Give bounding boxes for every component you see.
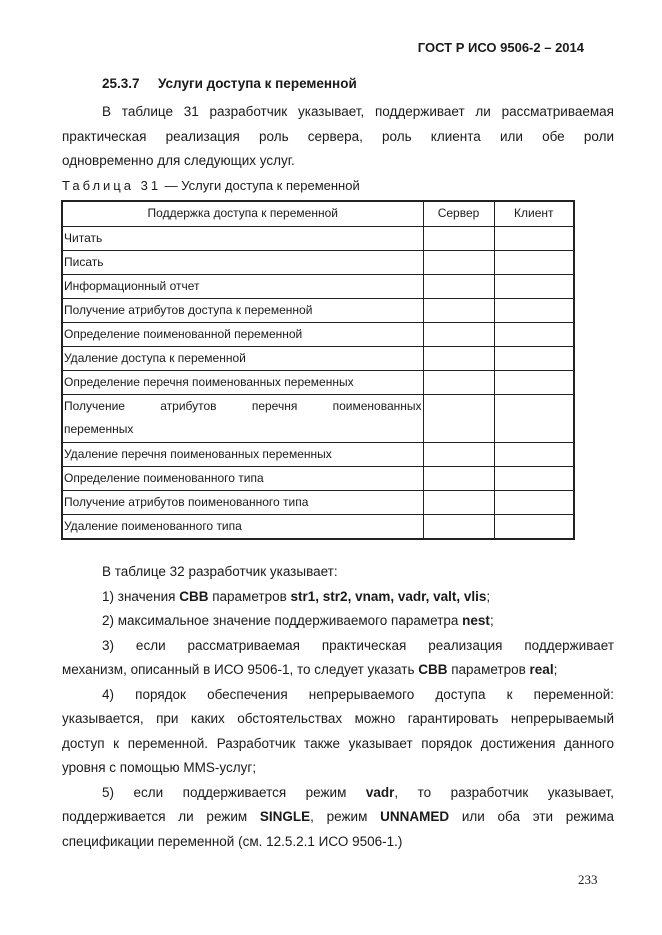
section-heading (102, 76, 357, 91)
service-name: Удаление перечня поименованных переменных (62, 443, 423, 467)
server-cell (423, 467, 494, 491)
table-header-row (62, 201, 574, 227)
header-server: Сервер (423, 201, 494, 227)
table-caption-label: Таблица 31 (62, 178, 162, 193)
server-cell (423, 443, 494, 467)
client-cell (494, 347, 574, 371)
header-service: Поддержка доступа к переменной (62, 201, 423, 227)
list-intro: В таблице 32 разработчик указывает: (102, 564, 338, 579)
list-item: 2) максимальное значение поддерживаемого параметра nest; (102, 613, 494, 628)
intro-line: практическая реализация роль сервера, роль клиента или обе роли (62, 128, 614, 144)
table-row (62, 299, 574, 323)
server-cell (423, 227, 494, 251)
service-name: Получение атрибутов поименованного типа (62, 491, 423, 515)
intro-paragraph (62, 100, 614, 174)
table-caption (62, 178, 360, 193)
document-header: ГОСТ Р ИСО 9506-2 – 2014 (417, 40, 584, 55)
table-caption-title: Услуги доступа к переменной (181, 178, 360, 193)
table-row (62, 323, 574, 347)
server-cell (423, 347, 494, 371)
services-table (61, 200, 575, 540)
list-item: 3) если рассматриваемая практическая реализация поддерживает механизм, описанный в ИСО 9506-1, то следует указать CBB параметров real; (62, 637, 614, 677)
client-cell (494, 227, 574, 251)
client-cell (494, 491, 574, 515)
list-item: 1) значения CBB параметров str1, str2, vnam, vadr, valt, vlis; (102, 588, 491, 604)
service-name: Писать (62, 251, 423, 275)
table32-description (62, 560, 614, 854)
service-name: Определение поименованного типа (62, 467, 423, 491)
server-cell (423, 251, 494, 275)
client-cell (494, 395, 574, 443)
server-cell (423, 395, 494, 443)
service-name: Получение атрибутов доступа к переменной (62, 299, 423, 323)
server-cell (423, 371, 494, 395)
table-row (62, 467, 574, 491)
service-name: Получение атрибутов перечня поименованных переменных (62, 395, 423, 443)
section-title: Услуги доступа к переменной (158, 76, 357, 91)
service-name: Читать (62, 227, 423, 251)
table-row (62, 347, 574, 371)
service-name: Определение перечня поименованных переменных (62, 371, 423, 395)
table-row (62, 443, 574, 467)
service-name: Информационный отчет (62, 275, 423, 299)
client-cell (494, 275, 574, 299)
client-cell (494, 371, 574, 395)
server-cell (423, 491, 494, 515)
service-name: Определение поименованной переменной (62, 323, 423, 347)
list-item: 5) если поддерживается режим vadr, то разработчик указывает, поддерживается ли режим SINGLE, режим UNNAMED или оба эти режима спецификации переменной (см. 12.5.2.1 ИСО 9506-1.) (62, 784, 614, 849)
page-number: 233 (578, 872, 598, 887)
header-client: Клиент (494, 201, 574, 227)
service-name: Удаление поименованного типа (62, 515, 423, 540)
table-row (62, 491, 574, 515)
table-row (62, 515, 574, 540)
service-name: Удаление доступа к переменной (62, 347, 423, 371)
client-cell (494, 443, 574, 467)
server-cell (423, 299, 494, 323)
server-cell (423, 515, 494, 540)
section-number: 25.3.7 (102, 76, 140, 91)
intro-line: одновременно для следующих услуг. (62, 153, 295, 168)
table-row (62, 371, 574, 395)
client-cell (494, 467, 574, 491)
list-item: 4) порядок обеспечения непрерываемого доступа к переменной: указывается, при каких обстоятельствах можно гарантировать непрерываемый доступ к переменной. Разработчик также указывает порядок достижения данного уровня с помощью MMS-услуг; (62, 686, 614, 775)
table-row (62, 395, 574, 443)
table-row (62, 275, 574, 299)
client-cell (494, 515, 574, 540)
server-cell (423, 323, 494, 347)
server-cell (423, 275, 494, 299)
intro-line: В таблице 31 разработчик указывает, поддерживает ли рассматриваемая (102, 104, 614, 119)
client-cell (494, 323, 574, 347)
table-row (62, 251, 574, 275)
table-row (62, 227, 574, 251)
client-cell (494, 251, 574, 275)
client-cell (494, 299, 574, 323)
table-caption-separator: — (164, 178, 178, 193)
